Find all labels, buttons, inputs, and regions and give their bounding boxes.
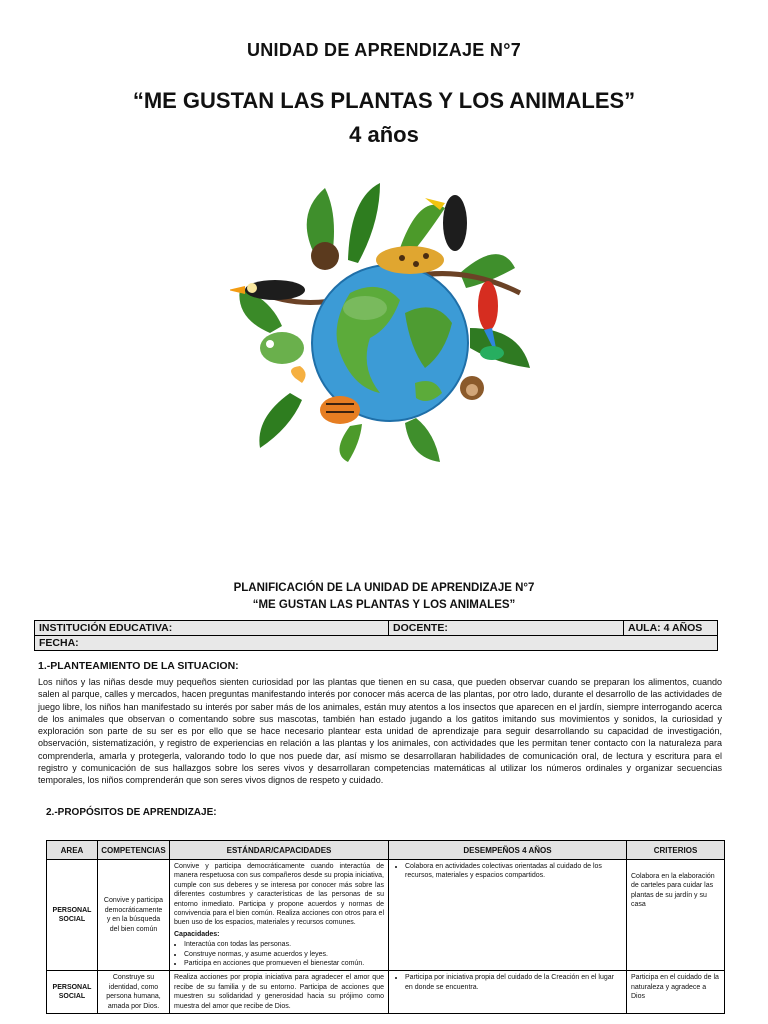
criterio-cell: Colabora en la elaboración de carteles para cuidar las plantas de su jardín y su casa	[627, 860, 725, 971]
globe-animals-illustration	[230, 178, 540, 463]
situation-text: Los niños y las niñas desde muy pequeños sienten curiosidad por las plantas que tienen en su casa, que pueden observar cuando se preparan los alimentos, cuando salen al parque, calles y mercados, hacen preguntas manifestando interés por conocer más acerca de las plantas, por otro lado, durante el desarrollo de las actividades de juego libre, los niños han manifestado su interés por saber más de los animales, están muy atentos a los insectos que aparecen en el jardín, siempre interrogando acerca de los animales que observan o comentando sobre sus mascotas, también han estado jugando a los gatitos imitando sus movimientos y sonidos, la curiosidad y exploración son parte de su ser es por ello que se hace necesario plantear esta unidad de aprendizaje para seguir desarrollando su capacidad de investigación, observación, sistematización, y registro de experiencias en relación a las plantas y los animales, con actividades que les permitan tener contacto con la naturaleza para comprenderla, amarla y protegerla, valorando todo lo que nos puede dar, así mismo se desarrollaran habilidades de comunicación oral, de lectura y escritura para el registro y comunicación de sus hallazgos sobre los seres vivos y desarrollaran competencias matemáticas al utilizar los números ordinales y organizar secuencias temporales, los niños comprenderán que son seres vivos dignos de respeto y cuidado.	[38, 677, 722, 786]
info-table	[34, 620, 718, 651]
capacidades-list	[184, 940, 384, 968]
col-header-area: AREA	[47, 841, 98, 860]
unit-title: UNIDAD DE APRENDIZAJE N°7	[246, 40, 522, 60]
competencia-cell: Convive y participa democráticamente y en la búsqueda del bien común	[98, 860, 170, 971]
estandar-cell	[170, 860, 389, 971]
table-row	[47, 860, 725, 971]
purposes-heading: 2.-PROPÓSITOS DE APRENDIZAJE:	[46, 807, 217, 818]
date-label: FECHA:	[35, 636, 718, 651]
info-row	[35, 636, 718, 651]
col-header-competencias: COMPETENCIAS	[98, 841, 170, 860]
estandar-cell: Realiza acciones por propia iniciativa para agradecer el amor que recibe de su familia y de su entorno. Participa de acciones que muestren su solidaridad y generosidad hacia su prójimo como muestra del amor que recibe de Dios.	[170, 971, 389, 1014]
competencia-cell: Construye su identidad, como persona humana, amada por Dios.	[98, 971, 170, 1014]
criterio-cell: Participa en el cuidado de la naturaleza y agradece a Dios	[627, 971, 725, 1014]
purposes-table	[46, 840, 725, 1014]
estandar-text: Convive y participa democráticamente cuando interactúa de manera respetuosa con sus compañeros desde su propia iniciativa, cumple con sus deberes y se interesa por conocer más sobre las diferentes costumbres y características de las personas de su entorno inmediato. Participa y propone acuerdos y normas de convivencia para el bien común. Realiza acciones con otros para el buen uso de los espacios, materiales y recursos comunes.	[174, 863, 384, 927]
table-row	[47, 971, 725, 1014]
col-header-estandar: ESTÁNDAR/CAPACIDADES	[170, 841, 389, 860]
desempeno-cell	[389, 971, 627, 1014]
area-cell: PERSONAL SOCIAL	[47, 860, 98, 971]
info-row	[35, 621, 718, 636]
capacidades-label: Capacidades:	[174, 930, 220, 938]
unit-age: 4 años	[349, 122, 419, 147]
desempeno-cell	[389, 860, 627, 971]
planning-subtitle: “ME GUSTAN LAS PLANTAS Y LOS ANIMALES”	[252, 599, 516, 611]
purposes-header-row	[47, 841, 725, 860]
institution-label: INSTITUCIÓN EDUCATIVA:	[35, 621, 389, 636]
desempeno-item: • Colabora en actividades colectivas orientadas al cuidado de los recursos, materiales y espacios compartidos.	[405, 862, 622, 881]
unit-theme: “ME GUSTAN LAS PLANTAS Y LOS ANIMALES”	[132, 88, 636, 113]
col-header-criterios: CRITERIOS	[627, 841, 725, 860]
teacher-label: DOCENTE:	[389, 621, 624, 636]
list-item: • Interactúa con todas las personas.	[184, 940, 384, 949]
list-item: • Participa en acciones que promueven el bienestar común.	[184, 959, 384, 968]
col-header-desempenos: DESEMPEÑOS 4 AÑOS	[389, 841, 627, 860]
list-item: • Construye normas, y asume acuerdos y leyes.	[184, 950, 384, 959]
desempeno-item: • Participa por iniciativa propia del cuidado de la Creación en el lugar en donde se encuentra.	[405, 973, 622, 992]
classroom-label: AULA: 4 AÑOS	[624, 621, 718, 636]
planning-title: PLANIFICACIÓN DE LA UNIDAD DE APRENDIZAJE N°7	[233, 582, 535, 594]
situation-heading: 1.-PLANTEAMIENTO DE LA SITUACION:	[38, 660, 239, 672]
area-cell: PERSONAL SOCIAL	[47, 971, 98, 1014]
